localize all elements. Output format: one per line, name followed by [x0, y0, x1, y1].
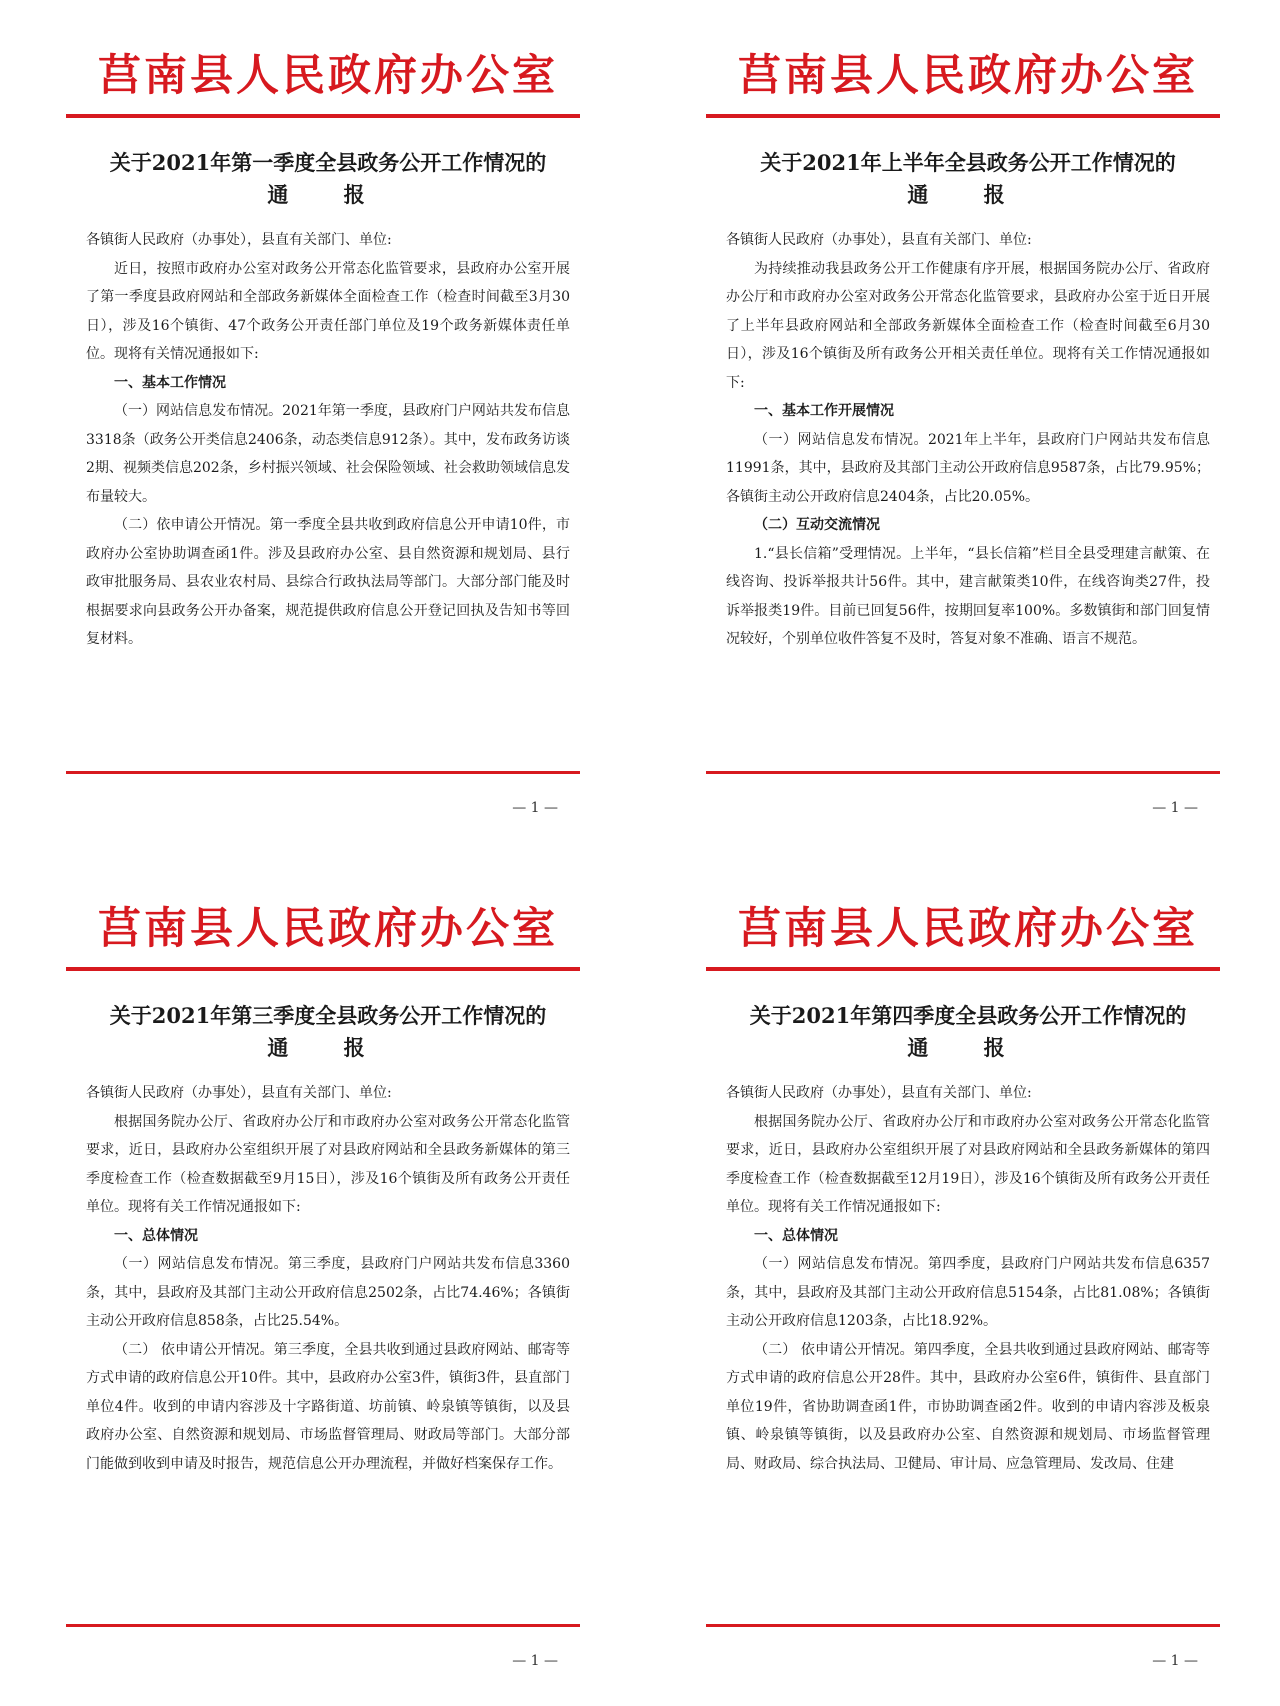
footer-rule — [706, 1624, 1220, 1627]
letterhead-rule — [66, 114, 580, 118]
page-title-subtitle: 通 报 — [907, 1035, 1029, 1060]
section-heading: 一、总体情况 — [114, 1227, 198, 1244]
salutation: 各镇街人民政府（办事处），县直有关部门、单位: — [726, 232, 1032, 248]
letterhead: 莒南县人民政府办公室 — [98, 904, 558, 954]
paragraph: 1.“县长信箱”受理情况。上半年，“县长信箱”栏目全县受理建言献策、在线咨询、投诉举报共计56件。其中，建言献策类10件，在线咨询类27件，投诉举报类19件。目前已回复56件，按期回复率100%。多数镇街和部门回复情况较好，个别单位收件答复不及时，答复对象不准确、语言不规范。 — [726, 545, 1210, 647]
paragraph: （一）网站信息发布情况。2021年上半年，县政府门户网站共发布信息11991条，其中，县政府及其部门主动公开政府信息9587条，占比79.95%；各镇街主动公开政府信息2404条，占比20.05%。 — [726, 431, 1210, 505]
footer-rule — [66, 771, 580, 774]
section-heading: 一、基本工作情况 — [114, 374, 226, 391]
page-title-subtitle: 通 报 — [267, 182, 389, 207]
document-page-q1 — [0, 0, 640, 853]
footer-rule — [706, 771, 1220, 774]
paragraph: （一）网站信息发布情况。第四季度，县政府门户网站共发布信息6357条，其中，县政府及其部门主动公开政府信息5154条，占比81.08%；各镇街主动公开政府信息1203条，占比18.92%。 — [726, 1256, 1210, 1329]
letterhead-rule — [66, 967, 580, 971]
salutation: 各镇街人民政府（办事处），县直有关部门、单位: — [86, 1085, 392, 1101]
document-page-q4 — [640, 853, 1280, 1706]
paragraph: 根据国务院办公厅、省政府办公厅和市政府办公室对政务公开常态化监管要求，近日，县政府办公室组织开展了对县政府网站和全县政务新媒体的第四季度检查工作（检查数据截至12月19日），涉及16个镇街及所有政务公开责任单位。现将有关工作情况通报如下: — [726, 1113, 1210, 1215]
footer-rule — [66, 1624, 580, 1627]
paragraph: （一）网站信息发布情况。2021年第一季度，县政府门户网站共发布信息3318条（政务公开类信息2406条，动态类信息912条）。其中，发布政务访谈2期、视频类信息202条，乡村振兴领域、社会保险领域、社会救助领域信息发布量较大。 — [86, 403, 570, 505]
page-number: — 1 — — [1152, 800, 1198, 816]
paragraph: 为持续推动我县政务公开工作健康有序开展，根据国务院办公厅、省政府办公厅和市政府办公室对政务公开常态化监管要求，县政府办公室于近日开展了上半年县政府网站和全部政务新媒体全面检查工作（检查时间截至6月30日），涉及16个镇街及所有政务公开相关责任单位。现将有关工作情况通报如下: — [726, 260, 1210, 391]
page-title-subtitle: 通 报 — [267, 1035, 389, 1060]
salutation: 各镇街人民政府（办事处），县直有关部门、单位: — [86, 232, 392, 248]
document-body — [86, 226, 570, 654]
document-body — [86, 1079, 570, 1478]
paragraph: （一）网站信息发布情况。第三季度，县政府门户网站共发布信息3360条，其中，县政府及其部门主动公开政府信息2502条，占比74.46%；各镇街主动公开政府信息858条，占比25.54%。 — [86, 1256, 570, 1329]
page-number: — 1 — — [512, 800, 558, 816]
document-page-q3 — [0, 853, 640, 1706]
sub-heading: （二）互动交流情况 — [754, 517, 880, 533]
page-title-subtitle: 通 报 — [907, 182, 1029, 207]
page-title: 关于2021年上半年全县政务公开工作情况的 — [760, 150, 1176, 175]
section-heading: 一、总体情况 — [754, 1227, 838, 1244]
paragraph: 近日，按照市政府办公室对政务公开常态化监管要求，县政府办公室开展了第一季度县政府网站和全部政务新媒体全面检查工作（检查时间截至3月30日），涉及16个镇街、47个政务公开责任部门单位及19个政务新媒体责任单位。现将有关情况通报如下: — [86, 260, 570, 362]
page-title: 关于2021年第三季度全县政务公开工作情况的 — [109, 1003, 547, 1028]
letterhead: 莒南县人民政府办公室 — [738, 51, 1198, 101]
letterhead-rule — [706, 967, 1220, 971]
paragraph: （二） 依申请公开情况。第三季度，全县共收到通过县政府网站、邮寄等方式申请的政府信息公开10件。其中，县政府办公室3件，镇街3件，县直部门单位4件。收到的申请内容涉及十字路街道、坊前镇、岭泉镇等镇街，以及县政府办公室、自然资源和规划局、市场监督管理局、财政局等部门。大部分部门能做到收到申请及时报告，规范信息公开办理流程，并做好档案保存工作。 — [86, 1341, 570, 1472]
salutation: 各镇街人民政府（办事处），县直有关部门、单位: — [726, 1085, 1032, 1101]
document-body — [726, 226, 1210, 654]
page-number: — 1 — — [512, 1653, 558, 1669]
paragraph: （二） 依申请公开情况。第四季度，全县共收到通过县政府网站、邮寄等方式申请的政府信息公开28件。其中，县政府办公室6件，镇街件、县直部门单位19件，省协助调查函1件，市协助调查函2件。收到的申请内容涉及板泉镇、岭泉镇等镇街，以及县政府办公室、自然资源和规划局、市场监督管理局、财政局、综合执法局、卫健局、审计局、应急管理局、发改局、住建 — [726, 1341, 1210, 1472]
letterhead: 莒南县人民政府办公室 — [98, 51, 558, 101]
page-title: 关于2021年第一季度全县政务公开工作情况的 — [109, 150, 547, 175]
letterhead: 莒南县人民政府办公室 — [738, 904, 1198, 954]
paragraph: 根据国务院办公厅、省政府办公厅和市政府办公室对政务公开常态化监管要求，近日，县政府办公室组织开展了对县政府网站和全县政务新媒体的第三季度检查工作（检查数据截至9月15日），涉及16个镇街及所有政务公开责任单位。现将有关工作情况通报如下: — [86, 1113, 570, 1215]
paragraph: （二）依申请公开情况。第一季度全县共收到政府信息公开申请10件，市政府办公室协助调查函1件。涉及县政府办公室、县自然资源和规划局、县行政审批服务局、县农业农村局、县综合行政执法局等部门。大部分部门能及时根据要求向县政务公开办备案，规范提供政府信息公开登记回执及告知书等回复材料。 — [86, 517, 570, 647]
section-heading: 一、基本工作开展情况 — [754, 403, 894, 419]
letterhead-rule — [706, 114, 1220, 118]
page-number: — 1 — — [1152, 1653, 1198, 1669]
document-page-h1 — [640, 0, 1280, 853]
page-title: 关于2021年第四季度全县政务公开工作情况的 — [749, 1003, 1187, 1028]
document-body — [726, 1079, 1210, 1478]
